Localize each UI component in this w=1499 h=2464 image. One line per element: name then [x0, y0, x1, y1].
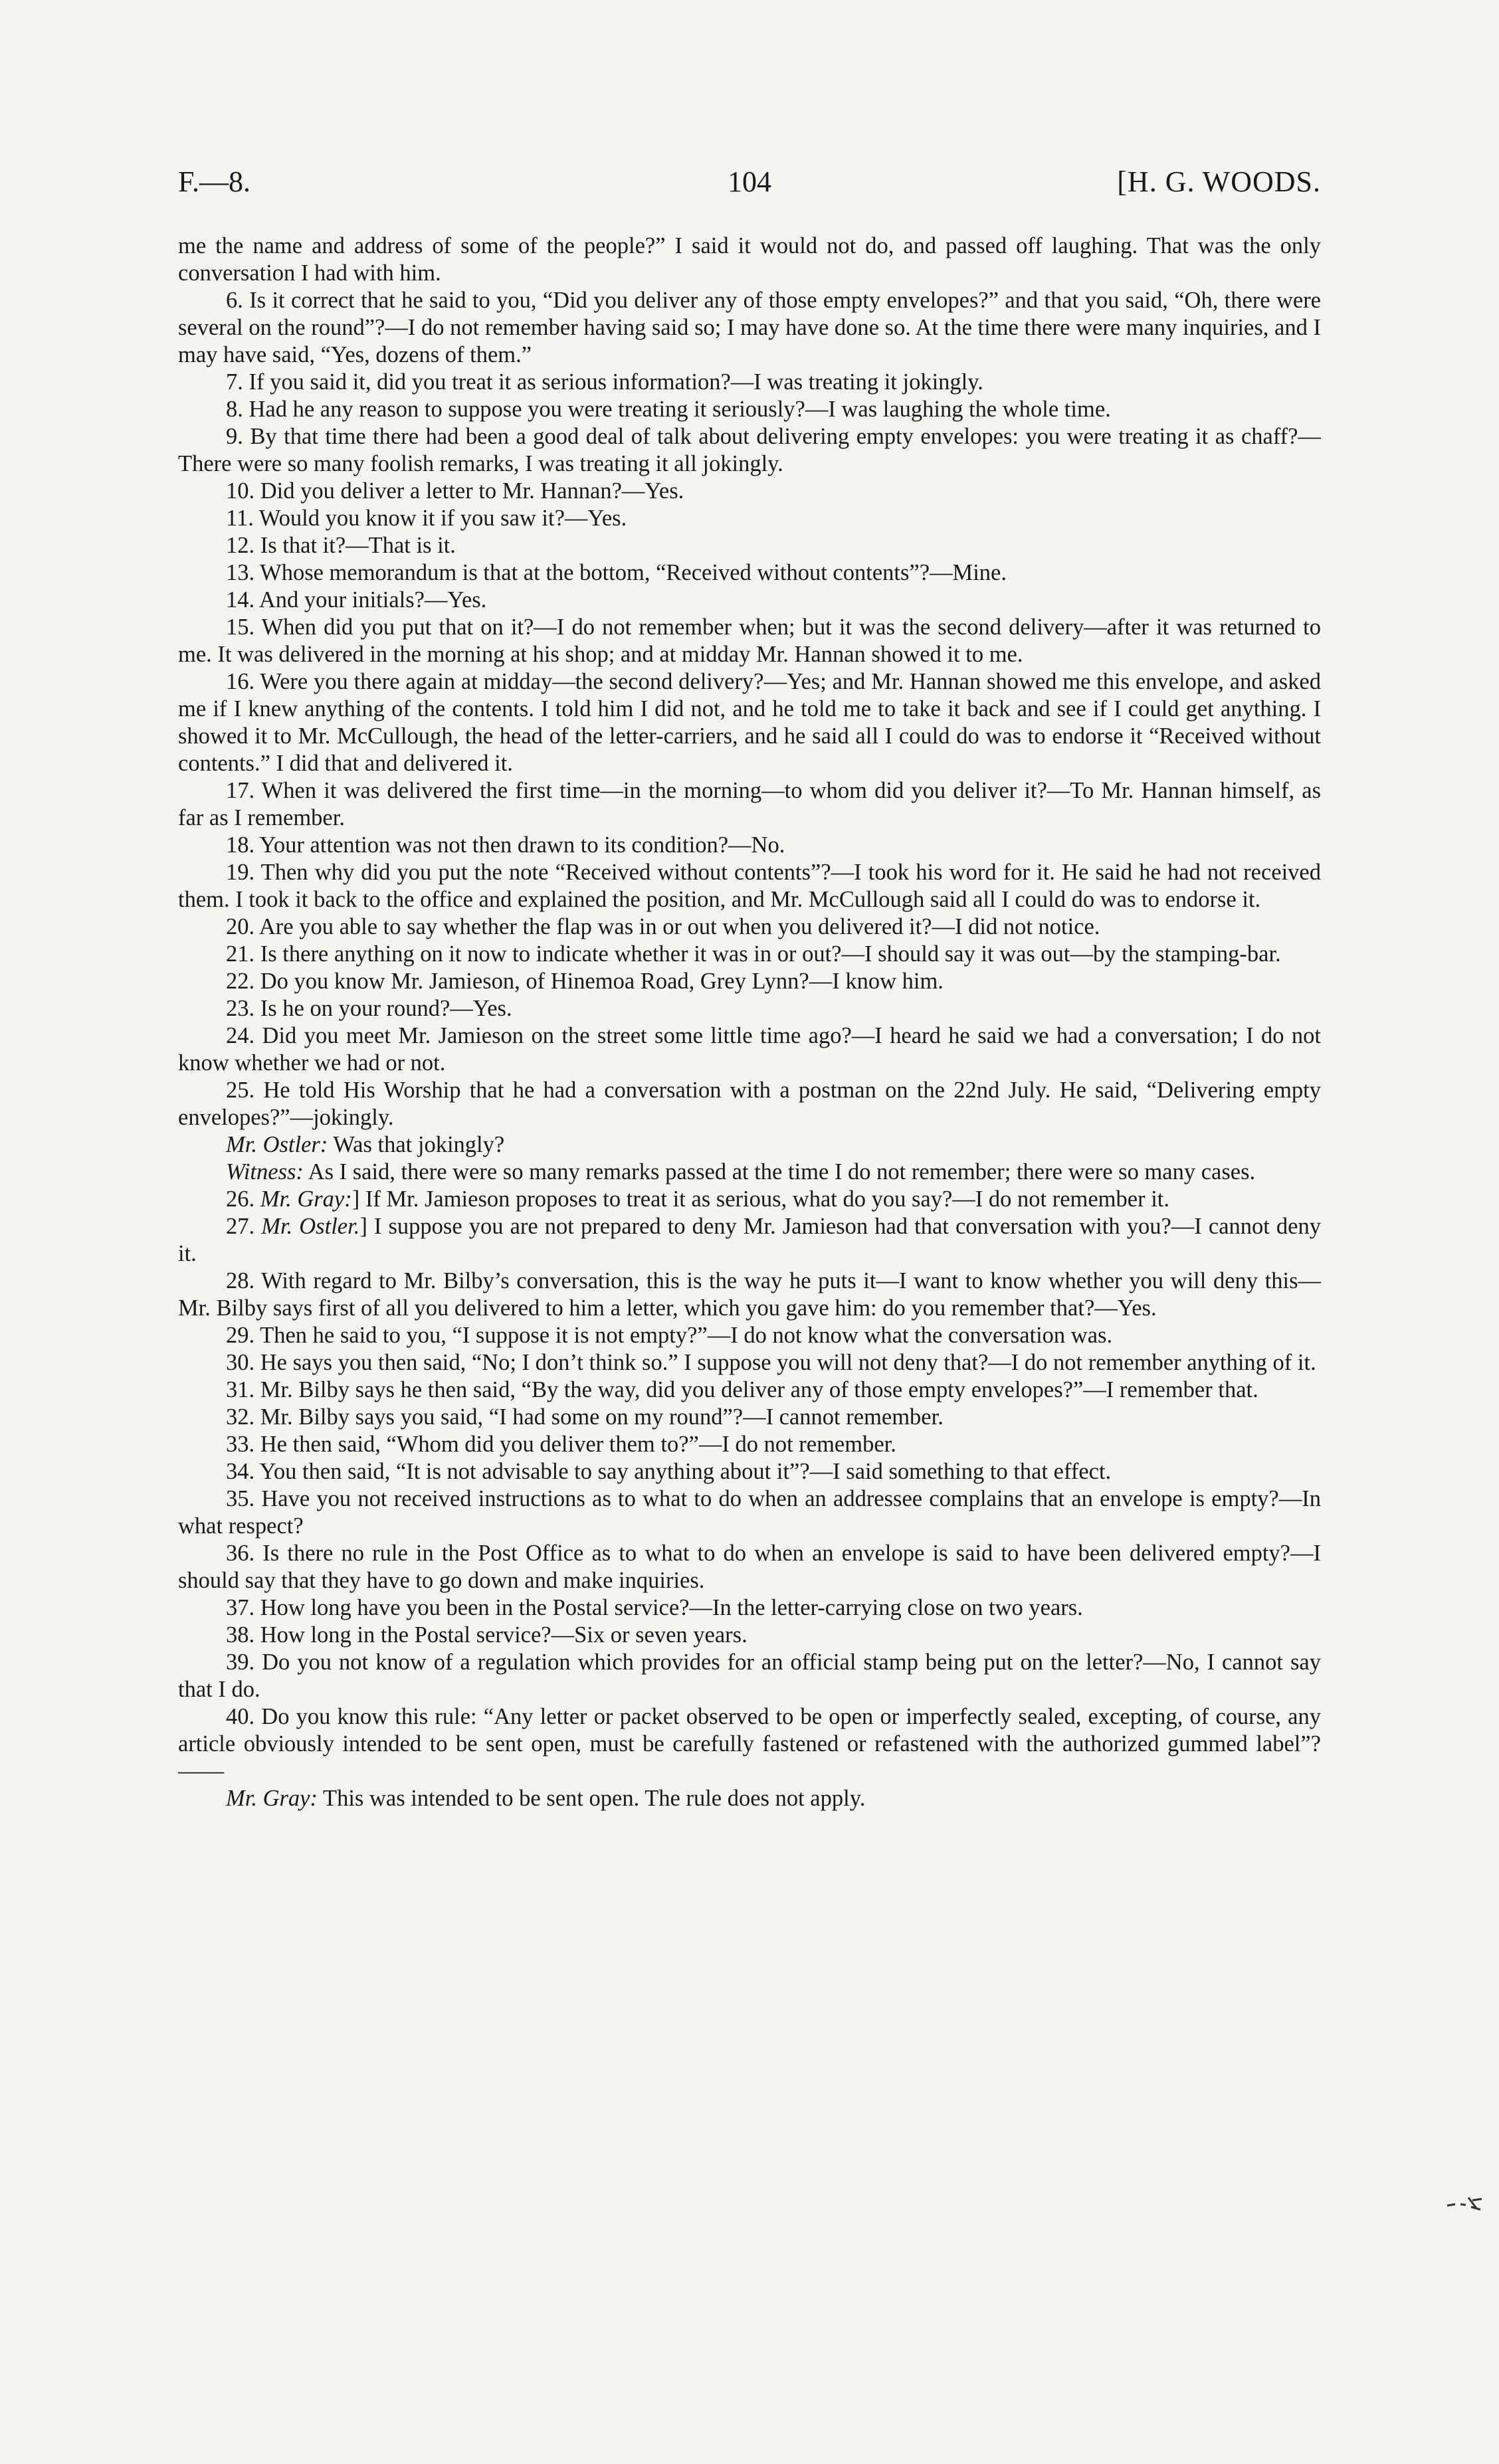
paragraph-text: 24. Did you meet Mr. Jamieson on the street some little time ago?—I heard he said we had a conversation; I do not know whether we had or not.: [178, 1023, 1321, 1076]
speaker-label: Mr. Gray:: [260, 1186, 352, 1212]
paragraph-text: 14. And your initials?—Yes.: [226, 587, 487, 613]
testimony-paragraph: [178, 396, 1321, 423]
paragraph-text: 39. Do you not know of a regulation which provides for an official stamp being put on the letter?—No, I cannot say that I do.: [178, 1650, 1321, 1702]
paragraph-text: 10. Did you deliver a letter to Mr. Hannan?—Yes.: [226, 478, 684, 504]
testimony-paragraph: [178, 859, 1321, 913]
paragraph-text: 33. He then said, “Whom did you deliver them to?”—I do not remember.: [226, 1432, 896, 1457]
testimony-paragraph: [178, 1376, 1321, 1404]
paragraph-text: 21. Is there anything on it now to indicate whether it was in or out?—I should say it was out—by the stamping-bar.: [226, 941, 1281, 967]
speaker-label: Mr. Ostler:: [226, 1132, 328, 1157]
paper-reference: F.—8.: [178, 165, 250, 198]
paragraph-text: 16. Were you there again at midday—the second delivery?—Yes; and Mr. Hannan showed me this envelope, and asked me if I knew anything of the contents. I told him I did not, and he told me to take it back and see if I could get anything. I showed it to Mr. McCullough, the head of the letter-carriers, and he said all I could do was to endorse it “Received without contents.” I did that and delivered it.: [178, 669, 1321, 776]
testimony-paragraph: [178, 668, 1321, 777]
testimony-paragraph: [178, 1213, 1321, 1268]
testimony-paragraph: [178, 1349, 1321, 1376]
paragraph-text: 17. When it was delivered the first time—in the morning—to whom did you deliver it?—To Mr. Hannan himself, as far as I remember.: [178, 778, 1321, 830]
testimony-paragraph: [178, 1186, 1321, 1213]
testimony-paragraph: [178, 287, 1321, 369]
paragraph-text: 7. If you said it, did you treat it as serious information?—I was treating it jokingly.: [226, 369, 983, 395]
testimony-paragraph: [178, 1785, 1321, 1812]
paragraph-text: 12. Is that it?—That is it.: [226, 533, 456, 558]
testimony-paragraph: [178, 777, 1321, 832]
testimony-paragraph: [178, 832, 1321, 859]
paragraph-text: 38. How long in the Postal service?—Six or seven years.: [226, 1622, 748, 1648]
paragraph-text: 8. Had he any reason to suppose you were treating it seriously?—I was laughing the whole time.: [226, 397, 1111, 422]
paragraph-text: 37. How long have you been in the Postal service?—In the letter-carrying close on two years.: [226, 1595, 1083, 1620]
testimony-paragraph: [178, 614, 1321, 668]
question-number: 27.: [226, 1214, 262, 1239]
paragraph-text: As I said, there were so many remarks passed at the time I do not remember; there were so many cases.: [308, 1159, 1256, 1185]
testimony-paragraph: [178, 1540, 1321, 1594]
testimony-paragraph: [178, 941, 1321, 968]
speaker-bracket: ]: [359, 1214, 367, 1239]
testimony-paragraph: [178, 968, 1321, 995]
testimony-text: [178, 233, 1321, 1812]
paragraph-text: 15. When did you put that on it?—I do not remember when; but it was the second delivery—after it was returned to me. It was delivered in the morning at his shop; and at midday Mr. Hannan showed it to me.: [178, 615, 1321, 667]
paragraph-text: 30. He says you then said, “No; I don’t think so.” I suppose you will not deny that?—I do not remember anything of it.: [226, 1350, 1316, 1375]
paragraph-text: 6. Is it correct that he said to you, “Did you deliver any of those empty envelopes?” and that you said, “Oh, there were several on the round”?—I do not remember having said so; I may have done so. At the time there were many inquiries, and I may have said, “Yes, dozens of them.”: [178, 288, 1321, 367]
testimony-paragraph: [178, 1159, 1321, 1186]
paragraph-text: 28. With regard to Mr. Bilby’s conversation, this is the way he puts it—I want to know whether you will deny this—Mr. Bilby says first of all you delivered to him a letter, which you gave him: do you remember that?—Yes.: [178, 1268, 1321, 1321]
paragraph-text: 18. Your attention was not then drawn to its condition?—No.: [226, 832, 785, 858]
paragraph-text: 13. Whose memorandum is that at the bottom, “Received without contents”?—Mine.: [226, 560, 1007, 585]
testimony-paragraph: [178, 1404, 1321, 1431]
testimony-paragraph: [178, 478, 1321, 505]
page-header: [178, 165, 1321, 211]
testimony-paragraph: [178, 532, 1321, 559]
paragraph-text: 19. Then why did you put the note “Received without contents”?—I took his word for it. He said he had not received them. I took it back to the office and explained the position, and Mr. McCullough said all I could do was to endorse it.: [178, 860, 1321, 912]
paragraph-text: 29. Then he said to you, “I suppose it is not empty?”—I do not know what the conversation was.: [226, 1323, 1113, 1348]
question-number: 26.: [226, 1186, 260, 1212]
paragraph-text: 34. You then said, “It is not advisable to say anything about it”?—I said something to that effect.: [226, 1459, 1112, 1484]
testimony-paragraph: [178, 1703, 1321, 1785]
page-number: 104: [728, 165, 771, 198]
paragraph-text: I suppose you are not prepared to deny Mr. Jamieson had that conversation with you?—I cannot deny it.: [178, 1214, 1321, 1266]
testimony-paragraph: [178, 1022, 1321, 1077]
testimony-paragraph: [178, 1431, 1321, 1458]
paragraph-text: 11. Would you know it if you saw it?—Yes.: [226, 506, 627, 531]
paragraph-text: me the name and address of some of the people?” I said it would not do, and passed off laughing. That was the only conversation I had with him.: [178, 233, 1321, 286]
testimony-paragraph: [178, 913, 1321, 941]
paragraph-text: 20. Are you able to say whether the flap was in or out when you delivered it?—I did not notice.: [226, 914, 1100, 939]
paragraph-text: 32. Mr. Bilby says you said, “I had some on my round”?—I cannot remember.: [226, 1404, 944, 1430]
testimony-paragraph: [178, 1268, 1321, 1322]
testimony-paragraph: [178, 1322, 1321, 1349]
paragraph-text: 9. By that time there had been a good deal of talk about delivering empty envelopes: you were treating it as chaff?—There were so many foolish remarks, I was treating it all jokingly.: [178, 424, 1321, 476]
speaker-bracket: ]: [351, 1186, 360, 1212]
testimony-paragraph: [178, 1485, 1321, 1540]
testimony-paragraph: [178, 1594, 1321, 1622]
paragraph-text: If Mr. Jamieson proposes to treat it as serious, what do you say?—I do not remember it.: [365, 1186, 1169, 1212]
testimony-paragraph: [178, 505, 1321, 532]
paragraph-text: This was intended to be sent open. The rule does not apply.: [323, 1786, 866, 1811]
testimony-paragraph: [178, 995, 1321, 1022]
paragraph-text: 25. He told His Worship that he had a conversation with a postman on the 22nd July. He said, “Delivering empty envelopes?”—jokingly.: [178, 1078, 1321, 1130]
testimony-paragraph: [178, 1131, 1321, 1159]
testimony-paragraph: [178, 587, 1321, 614]
paragraph-text: 22. Do you know Mr. Jamieson, of Hinemoa Road, Grey Lynn?—I know him.: [226, 969, 944, 994]
paragraph-text: 35. Have you not received instructions as to what to do when an addressee complains that an envelope is empty?—In what respect?: [178, 1486, 1321, 1539]
paragraph-text: 23. Is he on your round?—Yes.: [226, 996, 512, 1021]
speaker-label: Mr. Gray:: [226, 1786, 318, 1811]
margin-mark-decoration: [1446, 2192, 1486, 2212]
testimony-paragraph: [178, 1622, 1321, 1649]
paragraph-text: 36. Is there no rule in the Post Office as to what to do when an envelope is said to have been delivered empty?—I should say that they have to go down and make inquiries.: [178, 1541, 1321, 1593]
paragraph-text: Was that jokingly?: [333, 1132, 505, 1157]
paragraph-text: 40. Do you know this rule: “Any letter or packet observed to be open or imperfectly sealed, excepting, of course, any article obviously intended to be sent open, must be carefully fastened or refastened with the authorized gummed label”?——: [178, 1704, 1321, 1784]
testimony-paragraph: [178, 1077, 1321, 1131]
testimony-paragraph: [178, 423, 1321, 478]
testimony-paragraph: [178, 559, 1321, 587]
testimony-paragraph: [178, 1458, 1321, 1485]
speaker-label: Mr. Ostler.: [261, 1214, 360, 1239]
speaker-label: Witness:: [226, 1159, 304, 1185]
testimony-paragraph: [178, 233, 1321, 287]
witness-name: [H. G. WOODS.: [1117, 165, 1321, 198]
testimony-paragraph: [178, 1649, 1321, 1703]
paragraph-text: 31. Mr. Bilby says he then said, “By the way, did you deliver any of those empty envelopes?”—I remember that.: [226, 1377, 1258, 1402]
testimony-paragraph: [178, 369, 1321, 396]
